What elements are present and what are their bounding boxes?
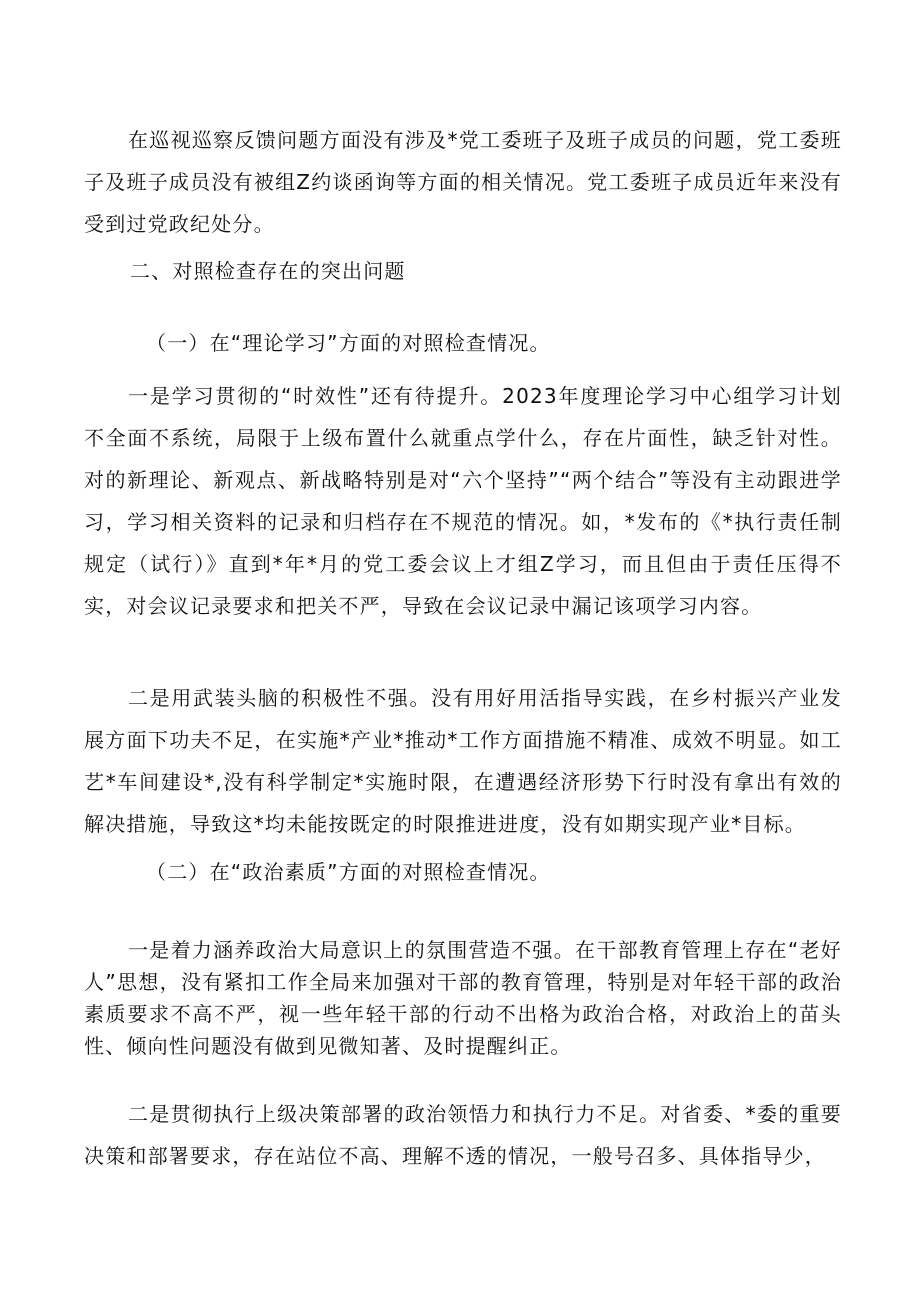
subheading-political-quality: （二）在“政治素质”方面的对照检查情况。 (146, 860, 551, 884)
paragraph-political-awareness: 一是着力涵养政治大局意识上的氛围营造不强。在干部教育管理上存在“老好人”思想，没有紧扣工作全局来加强对干部的教育管理，特别是对年轻干部的政治素质要求不高不严，视一些年轻干部的行动不出格为政治合格，对政治上的苗头性、倾向性问题没有做到见微知著、及时提醒纠正。 (84, 938, 842, 1058)
paragraph-inspection-feedback: 在巡视巡察反馈问题方面没有涉及*党工委班子及班子成员的问题，党工委班子及班子成员没有被组Z约谈函询等方面的相关情况。党工委班子成员近年来没有受到过党政纪处分。 (84, 128, 842, 236)
paragraph-decision-execution: 二是贯彻执行上级决策部署的政治领悟力和执行力不足。对省委、*委的重要决策和部署要求，存在站位不高、理解不透的情况，一般号召多、具体指导少， (84, 1102, 842, 1168)
section-heading-problems: 二、对照检查存在的突出问题 (130, 259, 406, 283)
document-page (84, 0, 842, 1301)
paragraph-study-timeliness: 一是学习贯彻的“时效性”还有待提升。2023年度理论学习中心组学习计划不全面不系统，局限于上级布置什么就重点学什么，存在片面性，缺乏针对性。对的新理论、新观点、新战略特别是对“六个坚持”“两个结合”等没有主动跟进学习，学习相关资料的记录和归档存在不规范的情况。如，*发布的《*执行责任制规定（试行）》直到*年*月的党工委会议上才组Z学习，而且但由于责任压得不实，对会议记录要求和把关不严，导致在会议记录中漏记该项学习内容。 (84, 384, 842, 618)
paragraph-practice-initiative: 二是用武装头脑的积极性不强。没有用好用活指导实践，在乡村振兴产业发展方面下功夫不足，在实施*产业*推动*工作方面措施不精准、成效不明显。如工艺*车间建设*,没有科学制定*实施时限，在遭遇经济形势下行时没有拿出有效的解决措施，导致这*均未能按既定的时限推进进度，没有如期实现产业*目标。 (84, 686, 842, 836)
subheading-theory-study: （一）在“理论学习”方面的对照检查情况。 (146, 331, 551, 355)
